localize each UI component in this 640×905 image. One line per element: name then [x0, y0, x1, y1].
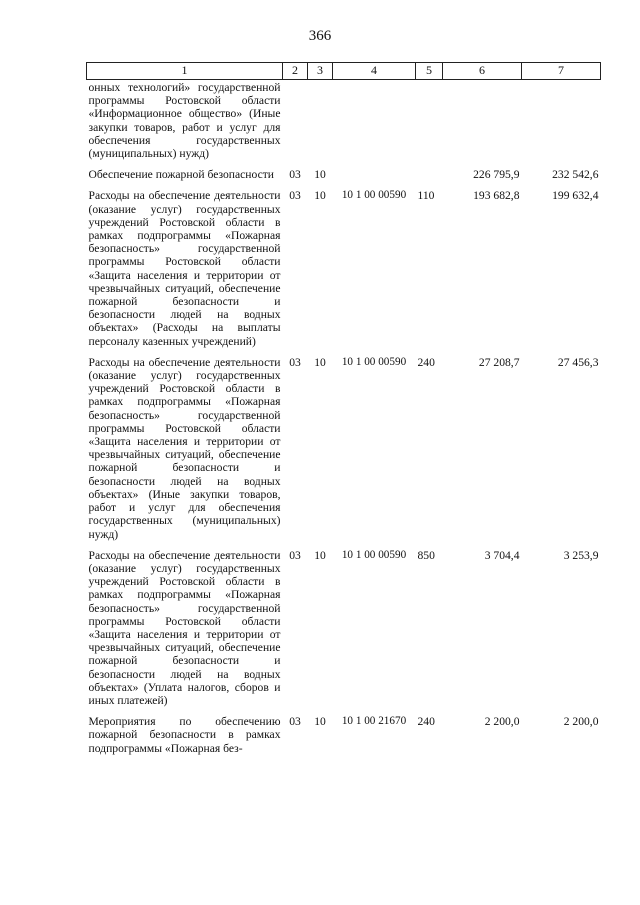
row-amount-col7: 27 456,3: [557, 355, 599, 369]
row-target-code: 10 1 00 00590: [341, 189, 407, 202]
row-subsection: 10: [314, 548, 326, 562]
row-amount-col6: 226 795,9: [473, 168, 520, 182]
row-amount-col6: 2 200,0: [484, 715, 520, 729]
row-expense-type: [416, 168, 443, 189]
row-subsection: 10: [314, 168, 326, 182]
row-target-code: 10 1 00 21670: [341, 715, 407, 728]
row-section: 03: [289, 189, 301, 203]
row-expense-type: 850: [417, 548, 435, 562]
row-amount-col7: 3 253,9: [563, 548, 599, 562]
column-header-1: 1: [87, 63, 283, 80]
row-section: 03: [289, 355, 301, 369]
table-row: [87, 549, 601, 715]
row-section: 03: [289, 168, 301, 182]
row-subsection: [308, 80, 333, 169]
row-expense-type: 110: [417, 189, 435, 203]
table-row: [87, 168, 601, 189]
column-header-5: 5: [416, 63, 443, 80]
table-row: [87, 356, 601, 549]
column-header-4: 4: [333, 63, 416, 80]
column-header-7: 7: [522, 63, 601, 80]
budget-table: [86, 62, 601, 763]
row-amount-col7: 2 200,0: [563, 715, 599, 729]
page-number: 366: [308, 28, 332, 44]
row-expense-type: [416, 80, 443, 169]
row-description: Обеспечение пожарной безопасности: [88, 168, 275, 182]
row-section: 03: [289, 548, 301, 562]
row-amount-col6: 193 682,8: [473, 189, 520, 203]
row-subsection: 10: [314, 355, 326, 369]
row-target-code: [333, 80, 416, 169]
row-target-code: 10 1 00 00590: [341, 355, 407, 368]
row-amount-col6: [443, 80, 522, 169]
table-row: [87, 715, 601, 763]
row-amount-col7: [522, 80, 601, 169]
column-header-3: 3: [308, 63, 333, 80]
row-subsection: 10: [314, 189, 326, 203]
column-header-6: 6: [443, 63, 522, 80]
row-description: Расходы на обеспечение деятельности (оказание услуг) государственных учреждений Ростовской области в рамках подпрограммы «Пожарная безопасность» государственной программы Ростовской области «Защита населения и территории от чрезвычайных ситуаций, обеспечение пожарной безопасности и безопасности людей на водных объектах» (Уплата налогов, сборов и иных платежей): [88, 548, 281, 707]
row-amount-col6: 3 704,4: [484, 548, 520, 562]
row-section: [283, 80, 308, 169]
row-expense-type: 240: [417, 715, 435, 729]
row-amount-col7: 199 632,4: [552, 189, 599, 203]
row-target-code: [333, 168, 416, 189]
row-description: Расходы на обеспечение деятельности (оказание услуг) государственных учреждений Ростовской области в рамках подпрограммы «Пожарная безопасность» государственной программы Ростовской области «Защита населения и территории от чрезвычайных ситуаций, обеспечение пожарной безопасности и безопасности людей на водных объектах» (Иные закупки товаров, работ и услуг для обеспечения государственных (муниципальных) нужд): [88, 355, 281, 541]
table-row: [87, 80, 601, 169]
row-target-code: 10 1 00 00590: [341, 548, 407, 561]
row-amount-col6: 27 208,7: [478, 355, 520, 369]
row-section: 03: [289, 715, 301, 729]
row-amount-col7: 232 542,6: [552, 168, 599, 182]
row-description: онных технологий» государственной программы Ростовской области «Информационное общество» (Иные закупки товаров, работ и услуг для обеспечения государственных (муниципальных) нужд): [88, 81, 281, 161]
row-subsection: 10: [314, 715, 326, 729]
row-description: Расходы на обеспечение деятельности (оказание услуг) государственных учреждений Ростовской области в рамках подпрограммы «Пожарная безопасность» государственной программы Ростовской области «Защита населения и территории от чрезвычайных ситуаций, обеспечение пожарной безопасности и безопасности людей на водных объектах» (Расходы на выплаты персоналу казенных учреждений): [88, 189, 281, 348]
column-header-2: 2: [283, 63, 308, 80]
row-description: Мероприятия по обеспечению пожарной безопасности в рамках подпрограммы «Пожарная без-: [88, 715, 281, 755]
row-expense-type: 240: [417, 355, 435, 369]
column-number-header: [87, 63, 601, 80]
table-row: [87, 189, 601, 355]
